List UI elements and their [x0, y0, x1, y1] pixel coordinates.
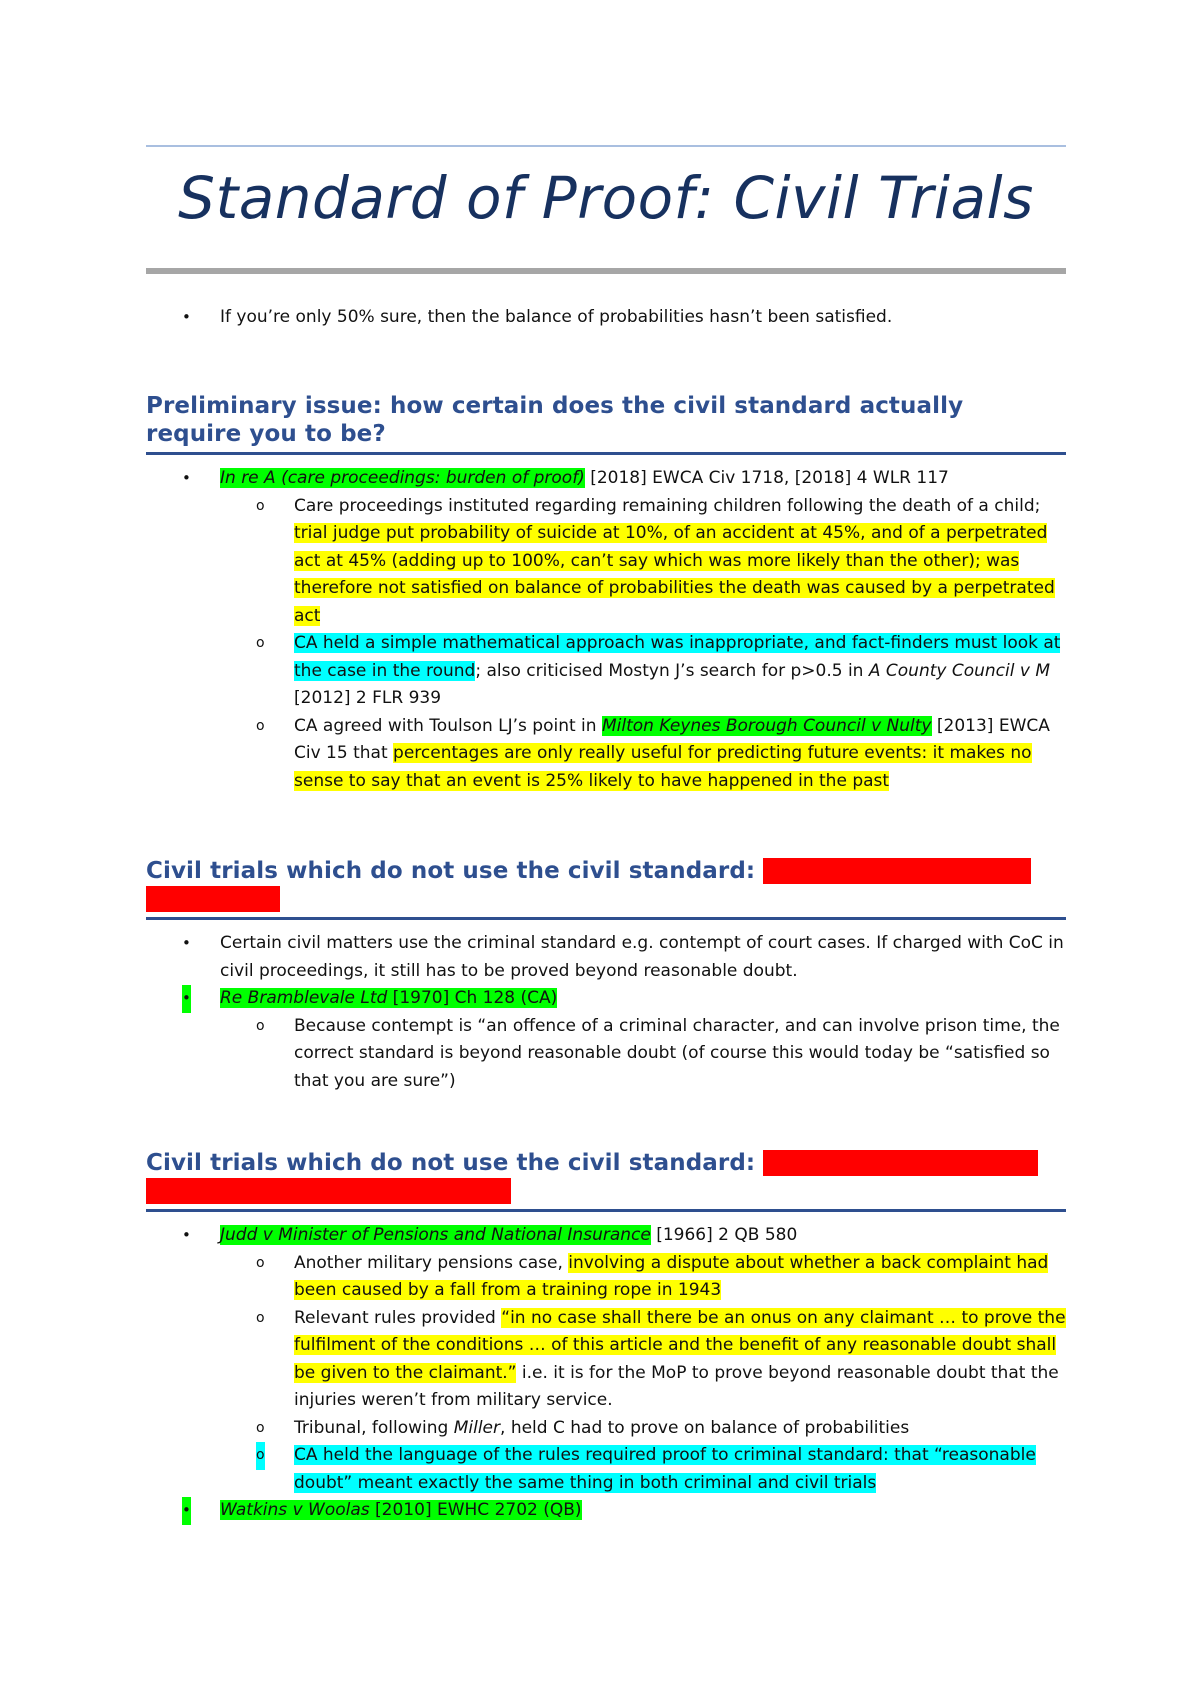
section-heading-highlight: cases with a criminal standard applied by statute [146, 1150, 1039, 1204]
highlighted-text: trial judge put probability of suicide at 10%, of an accident at 45%, and of a perpetrated act at 45% (adding up to 100%, can’t say which was more likely than the other); was therefore not satisfied on balance of probabilities the death was caused by a perpetrated act [294, 523, 1055, 626]
list-item [146, 930, 1066, 985]
list-item [146, 1013, 1066, 1096]
list-item [146, 1415, 1066, 1443]
highlighted-text: percentages are only really useful for predicting future events: it makes no sense to say that an event is 25% likely to have happened in the past [294, 743, 1032, 791]
case-citation: [2018] EWCA Civ 1718, [2018] 4 WLR 117 [584, 468, 949, 488]
list-item [146, 713, 1066, 796]
case-citation: [2012] 2 FLR 939 [294, 688, 442, 708]
list-item [146, 465, 1066, 493]
sub-bullet-icon: o [256, 635, 265, 651]
case-name: Re Bramblevale Ltd [220, 988, 388, 1008]
bullet-icon: • [182, 985, 191, 1013]
section-list [146, 465, 1066, 795]
bullet-icon: • [182, 1226, 191, 1244]
case-name: A County Council v M [868, 660, 1050, 681]
sub-text: ; also criticised Mostyn J’s search for p>0.5 in [475, 660, 869, 681]
sub-text: Another military pensions case, [294, 1252, 569, 1273]
title-bottom-rule [146, 268, 1066, 274]
section-preliminary [146, 392, 1066, 795]
list-item [146, 1305, 1066, 1415]
section-statute [146, 1149, 1066, 1525]
case-name: Watkins v Woolas [220, 1500, 370, 1520]
intro-list [146, 304, 1066, 332]
section-heading-text: Preliminary issue: how certain does the civil standard actually require you to be? [146, 393, 964, 447]
sub-text: CA agreed with Toulson LJ’s point in [294, 715, 602, 736]
sub-bullet-icon: o [256, 1254, 265, 1271]
case-citation: [1970] Ch 128 (CA) [387, 988, 558, 1008]
case-citation: [1966] 2 QB 580 [650, 1225, 798, 1245]
section-heading-text: Civil trials which do not use the civil standard: [146, 1150, 764, 1176]
section-contempt [146, 857, 1066, 1095]
case-citation: [2010] EWHC 2702 (QB) [369, 1500, 582, 1520]
sub-bullet-icon: o [256, 497, 265, 514]
section-list [146, 1222, 1066, 1525]
bullet-icon: • [182, 934, 191, 952]
bullet-icon: • [182, 308, 191, 326]
section-heading [146, 392, 1066, 455]
section-heading [146, 1149, 1066, 1212]
section-list [146, 930, 1066, 1095]
sub-text: Tribunal, following [294, 1417, 454, 1438]
sub-bullet-icon: o [256, 1442, 265, 1470]
case-citation: [2013] EWCA Civ 15 that [294, 715, 1050, 763]
sub-bullet-icon: o [256, 1017, 265, 1034]
sub-text: Relevant rules provided [294, 1307, 502, 1328]
case-name: Judd v Minister of Pensions and National Insurance [220, 1225, 651, 1245]
intro-text: If you’re only 50% sure, then the balance of probabilities hasn’t been satisfied. [220, 307, 893, 327]
case-name: Milton Keynes Borough Council v Nulty [601, 715, 932, 736]
title-top-rule [146, 145, 1066, 147]
sub-bullet-icon: o [256, 1419, 265, 1436]
list-item [146, 1442, 1066, 1497]
list-item [146, 985, 1066, 1013]
list-item [146, 1222, 1066, 1250]
sub-text: i.e. it is for the MoP to prove beyond reasonable doubt that the injuries weren’t from military service. [294, 1362, 1059, 1410]
sub-text: Care proceedings instituted regarding remaining children following the death of a child; [294, 495, 1041, 516]
list-item [146, 630, 1066, 713]
page-title: Standard of Proof: Civil Trials [178, 164, 1034, 232]
highlighted-text: CA held a simple mathematical approach was inappropriate, and fact-finders must look at the case in the round [294, 633, 1061, 681]
list-item [146, 493, 1066, 631]
case-name: In re A (care proceedings: burden of proof) [220, 468, 585, 488]
highlighted-text: “in no case shall there be an onus on any claimant … to prove the fulfilment of the conditions … of this article and the benefit of any reasonable doubt shall be given to the claimant.” [294, 1307, 1066, 1383]
sub-text: Because contempt is “an offence of a criminal character, and can involve prison time, the correct standard is beyond reasonable doubt (of course this would today be “satisfied so that you are sure”) [294, 1015, 1060, 1091]
sub-text: , held C had to prove on balance of probabilities [500, 1417, 910, 1438]
bullet-icon: • [182, 1497, 191, 1525]
list-item [146, 304, 1066, 332]
section-heading [146, 857, 1066, 920]
bullet-icon: • [182, 469, 191, 487]
section-heading-highlight: contempt of court in civil cases [146, 858, 1032, 912]
case-name: Miller [453, 1417, 501, 1438]
sub-bullet-icon: o [256, 717, 265, 734]
intro-block [146, 304, 1066, 332]
highlighted-text: involving a dispute about whether a back complaint had been caused by a fall from a training rope in 1943 [294, 1252, 1049, 1300]
list-item [146, 1250, 1066, 1305]
highlighted-text: CA held the language of the rules required proof to criminal standard: that “reasonable doubt” meant exactly the same thing in both criminal and civil trials [294, 1445, 1036, 1493]
bullet-text: Certain civil matters use the criminal standard e.g. contempt of court cases. If charged with CoC in civil proceedings, it still has to be proved beyond reasonable doubt. [220, 933, 1064, 981]
list-item [146, 1497, 1066, 1525]
section-heading-text: Civil trials which do not use the civil standard: [146, 858, 764, 884]
sub-bullet-icon: o [256, 1309, 265, 1326]
